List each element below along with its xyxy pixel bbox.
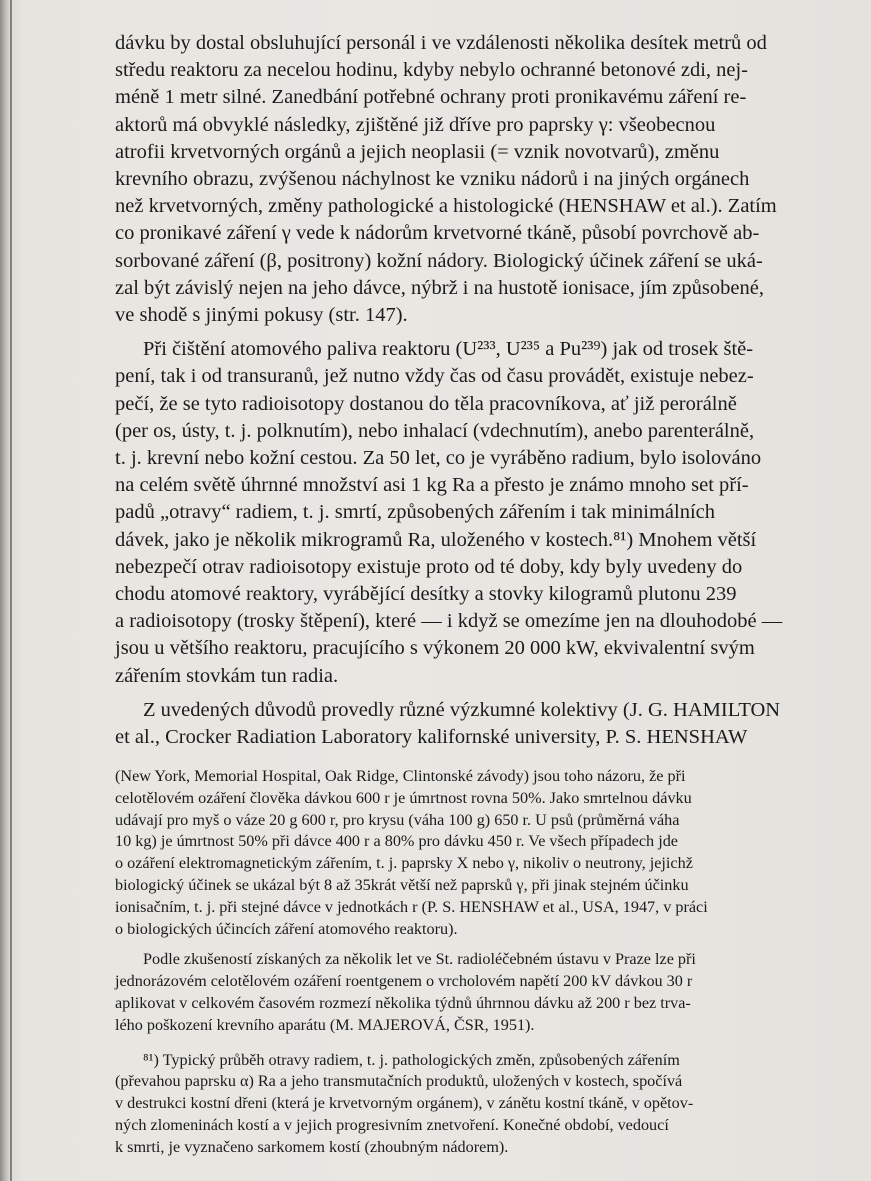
- footnote-line: (New York, Memorial Hospital, Oak Ridge, Clintonské závody) jsou toho názoru, že při: [115, 767, 686, 785]
- footnote-line: lého poškození krevního aparátu (M. MAJEROVÁ, ČSR, 1951).: [115, 1015, 535, 1034]
- footnotes: [115, 766, 871, 1159]
- footnote-line: o ozáření elektromagnetickým zářením, t. j. paprsky X nebo γ, nikoliv o neutrony, jejichž: [115, 854, 693, 873]
- text-line: a radioisotopy (trosky štěpení), které — i když se omezíme jen na dlouhodobé —: [115, 610, 783, 633]
- text-line: pečí, že se tyto radioisotopy dostanou do těla pracovníkova, ať již perorálně: [115, 392, 737, 415]
- text-line: chodu atomové reaktory, vyrábějící desítky a stovky kilogramů plutonu 239: [115, 583, 737, 606]
- footnote-line: ⁸¹) Typický průběh otravy radiem, t. j. pathologických změn, způsobených zářením: [143, 1050, 680, 1069]
- paragraph-1: [115, 30, 871, 329]
- text-line: dávek, jako je několik mikrogramů Ra, uloženého v kostech.⁸¹) Mnohem větší: [115, 528, 757, 551]
- text-line: než krvetvorných, změny pathologické a histologické (HENSHAW et al.). Zatím: [115, 195, 777, 218]
- footnote-line: udávají pro myš o váze 20 g 600 r, pro krysu (váha 100 g) 650 r. U psů (průměrná váha: [115, 810, 680, 829]
- footnote-line: jednorázovém celotělovém ozáření roentgenem o vrcholovém napětí 200 kV dávkou 30 r: [115, 972, 693, 991]
- text-line: zal být závislý nejen na jeho dávce, nýbrž i na hustotě ionisace, jím způsobené,: [115, 276, 764, 299]
- footnote-continuation: [115, 766, 871, 940]
- text-line: méně 1 metr silné. Zanedbání potřebné ochrany proti pronikavému záření re-: [115, 86, 747, 109]
- footnote-line: ných zlomeninách kostí a v jejich progresivním znetvoření. Konečné období, vedoucí: [115, 1115, 669, 1134]
- text-line: ve shodě s jinými pokusy (str. 147).: [115, 304, 408, 327]
- footnote-line: aplikovat v celkovém časovém rozmezí několika týdnů úhrnnou dávku až 200 r bez trva-: [115, 993, 691, 1012]
- text-line: et al., Crocker Radiation Laboratory kalifornské university, P. S. HENSHAW: [115, 726, 748, 749]
- text-line: atrofii krvetvorných orgánů a jejich neoplasii (= vznik novotvarů), změnu: [115, 140, 720, 163]
- text-line: dávku by dostal obsluhující personál i ve vzdálenosti několika desítek metrů od: [115, 32, 767, 54]
- footnote-line: celotělovém ozáření člověka dávkou 600 r je úmrtnost rovna 50%. Jako smrtelnou dávku: [115, 788, 692, 807]
- text-line: krevního obrazu, zvýšenou náchylnost ke vzniku nádorů i na jiných orgánech: [115, 168, 750, 191]
- text-line: středu reaktoru za necelou hodinu, kdyby nebylo ochranné betonové zdi, nej-: [115, 59, 749, 82]
- text-line: jsou u většího reaktoru, pracujícího s výkonem 20 000 kW, ekvivalentní svým: [115, 637, 755, 660]
- footnote-line: v destrukci kostní dřeni (která je krvetvorným orgánem), v zánětu kostní tkáně, v opětov-: [115, 1094, 694, 1113]
- text-line: Při čištění atomového paliva reaktoru (U²³³, U²³⁵ a Pu²³⁹) jak od trosek ště-: [143, 338, 754, 361]
- text-line: Z uvedených důvodů provedly různé výzkumné kolektivy (J. G. HAMILTON: [143, 698, 781, 721]
- text-line: aktorů má obvyklé následky, zjištěné již dříve pro paprsky γ: všeobecnou: [115, 113, 716, 136]
- text-line: na celém světě úhrnné množství asi 1 kg Ra a přesto je známo mnoho set pří-: [115, 474, 749, 497]
- footnote-line: k smrti, je vyznačeno sarkomem kostí (zhoubným nádorem).: [115, 1137, 509, 1156]
- text-line: (per os, ústy, t. j. polknutím), nebo inhalací (vdechnutím), anebo parenterálně,: [115, 419, 755, 442]
- text-line: t. j. krevní nebo kožní cestou. Za 50 let, co je vyráběno radium, bylo isolováno: [115, 447, 762, 470]
- text-line: pení, tak i od transuranů, jež nutno vždy čas od času provádět, existuje nebez-: [115, 365, 754, 388]
- footnote-line: (převahou paprsku α) Ra a jeho transmutačních produktů, uložených v kostech, spočívá: [115, 1072, 683, 1091]
- text-line: zářením stovkám tun radia.: [115, 664, 339, 687]
- text-line: sorbované záření (β, positrony) kožní nádory. Biologický účinek záření se uká-: [115, 249, 763, 272]
- book-spine-shadow: [10, 0, 12, 1181]
- footnote-81: [115, 1050, 871, 1159]
- paragraph-2: [115, 336, 871, 690]
- main-body-text: [115, 30, 871, 751]
- paragraph-3: [115, 697, 871, 751]
- footnote-prague: [115, 949, 871, 1036]
- text-line: co pronikavé záření γ vede k nádorům krvetvorné tkáně, působí povrchově ab-: [115, 222, 760, 245]
- footnote-line: ionisačním, t. j. při stejné dávce v jednotkách r (P. S. HENSHAW et al., USA, 1947, v práci: [115, 897, 708, 916]
- footnote-line: o biologických účincích záření atomového reaktoru).: [115, 919, 458, 938]
- footnote-line: biologický účinek se ukázal být 8 až 35krát větší než paprsků γ, při jinak stejném účinku: [115, 875, 689, 894]
- footnote-line: 10 kg) je úmrtnost 50% při dávce 400 r a 80% pro dávku 450 r. Ve všech případech jde: [115, 832, 678, 851]
- text-line: padů „otravy“ radiem, t. j. smrtí, způsobených zářením i tak minimálních: [115, 501, 716, 524]
- footnote-line: Podle zkušeností získaných za několik let ve St. radioléčebném ústavu v Praze lze při: [143, 950, 696, 969]
- text-line: nebezpečí otrav radioisotopy existuje proto od té doby, kdy byly uvedeny do: [115, 555, 743, 578]
